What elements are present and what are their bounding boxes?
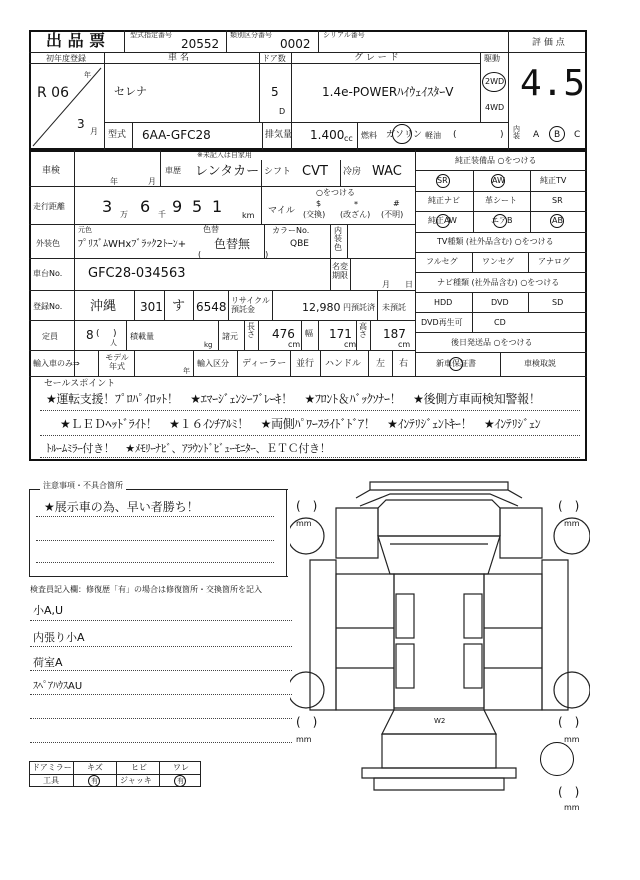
dealer-option: ディーラー xyxy=(242,359,287,369)
mileage-digit: 3 xyxy=(102,197,113,216)
mile-label: マイル xyxy=(268,206,295,216)
history-value: レンタカー xyxy=(195,164,260,179)
rating-label: 評 価 点 xyxy=(532,38,565,48)
tool-tool: 工具 xyxy=(43,776,59,785)
rear-right-wheel xyxy=(554,672,590,708)
history-note: ※未記入は自家用 xyxy=(197,151,252,159)
tool-doormirror: ドアミラー xyxy=(32,763,72,772)
tool-scratch: キズ xyxy=(87,763,103,772)
first-reg-month: 3 xyxy=(77,117,85,131)
doors-label: ドア数 xyxy=(262,54,286,63)
interior-b: B xyxy=(554,130,561,140)
class-no-label: 類別区分番号 xyxy=(230,31,272,39)
ac-label: 冷房 xyxy=(343,167,362,177)
handle-left: 左 xyxy=(376,359,386,369)
first-reg-diagonal xyxy=(29,64,104,150)
car-name-label: 車 名 xyxy=(168,53,189,63)
tool-have-1: 有 xyxy=(91,777,98,785)
opt-tv: 純正TV xyxy=(540,176,567,185)
width-label: 幅 xyxy=(305,329,313,338)
mileage-digit: 5 xyxy=(192,197,203,216)
opt-ab: AB xyxy=(552,216,563,225)
history-label: 車歴 xyxy=(165,166,181,175)
navi-hdd: HDD xyxy=(434,298,453,307)
height-value: 187 xyxy=(383,327,406,341)
first-reg-label: 初年度登録 xyxy=(46,54,86,63)
inspector-line-2: 内張り小A xyxy=(33,631,85,644)
class-no-value: 0002 xyxy=(280,37,311,51)
drive-2wd: 2WD xyxy=(485,77,505,86)
handle-right: 右 xyxy=(399,359,409,369)
tv-oneseg: ワンセグ xyxy=(482,257,514,266)
import-label: 輸入車のみ⇒ xyxy=(33,359,80,368)
opt-airbag: エアB xyxy=(491,216,513,225)
load-label: 積載量 xyxy=(130,332,154,341)
opt-airbag-circle xyxy=(493,214,507,228)
handle-label: ハンドル xyxy=(325,359,362,369)
opt-navi: 純正ナビ xyxy=(428,196,460,205)
tv-fullseg: フルセグ xyxy=(426,257,458,266)
front-bumper xyxy=(370,482,508,490)
tv-type-label: TV種類 (社外品含む) ○をつける xyxy=(437,237,554,246)
capacity-label: 定員 xyxy=(42,332,58,341)
front-left-fender xyxy=(336,508,378,558)
later-guide: 車検取説 xyxy=(524,359,556,368)
navi-dvd: DVD xyxy=(491,298,509,307)
tool-jack: ジャッキ xyxy=(120,776,152,785)
tire-bracket-rl: ( ) xyxy=(296,715,318,729)
repaint-label: 色替 xyxy=(203,225,219,234)
model-label: 型式 xyxy=(108,130,127,140)
tool-break: ワレ xyxy=(173,763,189,772)
windshield xyxy=(378,536,500,574)
grade-label: グ レ ー ド xyxy=(354,53,399,63)
opt-sunroof-circle xyxy=(436,174,450,188)
fuel-gasoline: ガソリン xyxy=(386,130,423,140)
reg-no: 6548 xyxy=(196,300,227,314)
opt-sr: SR xyxy=(552,196,563,205)
notes-label: 注意事項・不具合箇所 xyxy=(40,482,126,490)
right-doors xyxy=(484,574,542,710)
ac-value: WAC xyxy=(372,164,402,179)
sales-line-3: ﾄﾙｰﾑﾐﾗｰ付き！ ★ﾒﾓﾘｰﾅﾋﾞ、ｱﾗｳﾝﾄﾞﾋﾞｭｰﾓﾆﾀｰ、ＥＴＣ付き！ xyxy=(46,442,331,455)
displacement-label: 排気量 xyxy=(265,130,293,140)
color-value: ﾌﾟﾘｽﾞﾑWHxﾌﾞﾗｯｸ2ﾄｰﾝ+ xyxy=(78,239,187,250)
length-label: 長さ xyxy=(247,322,255,340)
later-items-label: 後日発送品 ○をつける xyxy=(451,338,533,347)
inspection-label: 車検 xyxy=(42,166,61,176)
fuel-label: 燃料 xyxy=(361,131,377,140)
tire-bracket-fl: ( ) xyxy=(296,499,318,513)
tool-have-2: 有 xyxy=(177,777,184,785)
opt-leather: 革シート xyxy=(485,196,517,205)
mileage-digit: 1 xyxy=(212,197,223,216)
opt-aw-circle xyxy=(491,174,505,188)
recycle-value: 12,980 xyxy=(302,301,341,314)
model-value: 6AA-GFC28 xyxy=(142,128,211,142)
dims-label: 諸元 xyxy=(222,332,238,341)
left-doors xyxy=(336,574,394,710)
reg-class: 301 xyxy=(140,300,163,314)
dvd-play: DVD再生可 xyxy=(421,318,463,327)
car-name: セレナ xyxy=(114,85,147,98)
opt-aw2: 純正AW xyxy=(428,216,457,225)
reg-label: 登録No. xyxy=(33,302,63,311)
fuel-gasoline-circle xyxy=(392,124,412,144)
import-class-label: 輸入区分 xyxy=(197,359,229,368)
grade-value: 1.4e-POWERﾊｲｳｪｲｽﾀｰV xyxy=(322,85,454,99)
front-right-fender xyxy=(500,508,542,558)
unknown-label: (不明) xyxy=(381,210,404,219)
diagram-w2-label: W2 xyxy=(434,717,446,725)
interior-c: C xyxy=(574,130,581,140)
interior-a: A xyxy=(533,130,540,140)
type-no-label: 型式指定番号 xyxy=(130,31,172,39)
reg-kana: す xyxy=(172,299,186,314)
doors-value: 5 xyxy=(271,85,279,99)
navi-type-label: ナビ種類 (社外品含む) ○をつける xyxy=(437,278,560,287)
mileage-digit: 6 xyxy=(140,197,151,216)
mileage-digits: 3 万 6 千 9 5 1 km xyxy=(102,197,255,220)
serial-label: シリアル番号 xyxy=(323,31,365,39)
chassis-label: 車台No. xyxy=(33,269,63,278)
displacement-value: 1.400 xyxy=(310,128,345,142)
model-year-label: モデル年式 xyxy=(105,353,129,371)
tire-bracket-fr: ( ) xyxy=(558,499,580,513)
rear-left-wheel xyxy=(290,672,324,708)
length-value: 476 xyxy=(272,327,295,341)
opt-sunroof: SR xyxy=(437,176,448,185)
later-manual-circle xyxy=(449,357,463,371)
later-manual: 新車保証書 xyxy=(436,359,476,368)
int-color-label: 内装色 xyxy=(334,226,342,252)
color-no-label: カラーNo. xyxy=(272,226,310,235)
inspector-label: 検査員記入欄：修復歴「有」の場合は修復箇所・交換箇所を記入 xyxy=(30,585,262,594)
inspector-line-4: ｽﾍﾟｱﾊｳｽAU xyxy=(33,681,83,692)
hood xyxy=(378,500,500,536)
width-value: 171 xyxy=(329,327,352,341)
shift-label: シフト xyxy=(264,167,292,177)
drive-4wd: 4WD xyxy=(485,103,505,112)
tamper-label: (改ざん) xyxy=(340,210,371,219)
inspector-line-3: 荷室A xyxy=(33,656,63,669)
rear-hatch xyxy=(382,734,496,768)
meter-mark-note: ○をつける xyxy=(316,188,355,197)
fuel-diesel: 軽油 xyxy=(425,131,441,140)
shift-value: CVT xyxy=(302,164,328,179)
name-change-label: 名変期限 xyxy=(332,262,348,280)
parallel-option: 並行 xyxy=(296,359,315,369)
tv-analog: アナログ xyxy=(538,257,570,266)
mileage-label: 走行距離 xyxy=(33,202,65,211)
first-reg-era: R 06 xyxy=(37,85,69,101)
form-title: 出 品 票 xyxy=(46,31,106,50)
opt-ab-circle xyxy=(550,214,564,228)
sales-label: セールスポイント xyxy=(44,379,116,389)
capacity-value: 8 xyxy=(86,328,94,342)
opt-aw: AW xyxy=(492,176,505,185)
tool-crack: ヒビ xyxy=(131,763,147,772)
reg-area: 沖縄 xyxy=(90,299,117,314)
opt-aw2-circle xyxy=(436,214,450,228)
interior-b-circle xyxy=(549,126,565,142)
height-label: 高さ xyxy=(359,322,367,340)
chassis-value: GFC28-034563 xyxy=(88,266,186,281)
tire-bracket-rr: ( ) xyxy=(558,715,580,729)
rear-bumper xyxy=(362,768,516,778)
tool-have-1-circle xyxy=(88,775,100,787)
repaint-value: 色替無 xyxy=(214,237,251,251)
drive-label: 駆動 xyxy=(484,54,500,63)
spare-tire xyxy=(540,742,574,776)
tool-have-2-circle xyxy=(174,775,186,787)
mileage-digit: 9 xyxy=(172,197,183,216)
sales-line-1: ★運転支援！ﾌﾟﾛﾊﾟｲﾛｯﾄ！ ★ｴﾏｰｼﾞｪﾝｼｰﾌﾞﾚｰｷ！ ★ﾌﾛﾝﾄ＆ﾊﾞｯｸｿﾅｰ！ ★後側方車両検知警報！ xyxy=(46,392,541,406)
sales-line-2: ★ＬＥＤﾍｯﾄﾞﾗｲﾄ！ ★１６ｲﾝﾁｱﾙﾐ！ ★両側ﾊﾟﾜｰｽﾗｲﾄﾞﾄﾞｱ！ ★ｲﾝﾃﾘｼﾞｪﾝﾄｷｰ！ ★ｲﾝﾃﾘｼﾞｪﾝ xyxy=(60,417,541,431)
exchange-label: (交換) xyxy=(303,210,326,219)
recycle-label: リサイクル預託金 xyxy=(231,296,270,315)
rating-value: 4.5 xyxy=(520,63,586,104)
navi-sd: SD xyxy=(552,298,564,307)
tire-bracket-spare: ( ) xyxy=(558,785,580,799)
recycle-status: 未預託 xyxy=(382,303,406,312)
inspector-line-1: 小A,U xyxy=(33,604,64,617)
type-no-value: 20552 xyxy=(181,37,220,51)
notes-text: ★展示車の為、早い者勝ち！ xyxy=(44,500,199,514)
navi-cd: CD xyxy=(494,318,506,327)
interior-label: 内装 xyxy=(513,125,520,140)
color-label: 外装色 xyxy=(36,239,60,248)
color-no-value: QBE xyxy=(290,239,309,249)
options-label: 純正装備品 ○をつける xyxy=(455,156,537,165)
